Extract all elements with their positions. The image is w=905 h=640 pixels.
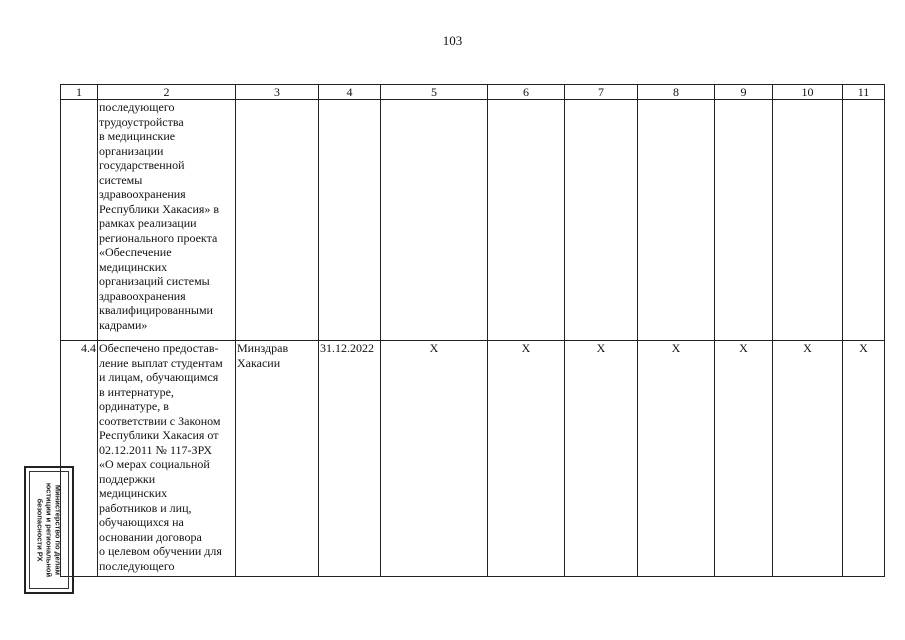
value-cell (843, 100, 885, 341)
plan-table (60, 84, 885, 577)
value-cell: X (381, 341, 488, 577)
table-row (61, 341, 885, 577)
executor-cell: Минздрав Хакасии (236, 341, 319, 577)
table-row (61, 100, 885, 341)
stamp-line: юстиции и региональной (44, 482, 54, 578)
value-cell (773, 100, 843, 341)
description-cell: последующего трудоустройства в медицинские организации государственной системы здравоохранения Республики Хакасия» в рамках реализации регионального проекта «Обеспечение медицинских организаций системы здравоохранения квалифицированными кадрами» (98, 100, 236, 341)
column-number-header: 3 (236, 85, 319, 100)
value-cell: X (488, 341, 565, 577)
column-number-header: 6 (488, 85, 565, 100)
value-cell: X (715, 341, 773, 577)
table-header-row (61, 85, 885, 100)
column-number-header: 8 (638, 85, 715, 100)
value-cell (488, 100, 565, 341)
value-cell (638, 100, 715, 341)
column-number-header: 4 (319, 85, 381, 100)
description-cell: Обеспечено предостав- ление выплат студентам и лицам, обучающимся в интернатуре, ординатуре, в соответствии с Законом Республики Хакасия от 02.12.2011 № 117-ЗРХ «О мерах социальной поддержки медицинских работников и лиц, обучающихся на основании договора о целевом обучении для последующего (98, 341, 236, 577)
stamp-text (36, 472, 63, 588)
executor-cell (236, 100, 319, 341)
value-cell: X (843, 341, 885, 577)
column-number-header: 5 (381, 85, 488, 100)
column-number-header: 1 (61, 85, 98, 100)
stamp-line: Министерство по делам (53, 484, 63, 576)
date-cell: 31.12.2022 (319, 341, 381, 577)
column-number-header: 7 (565, 85, 638, 100)
ministry-stamp (24, 466, 74, 594)
date-cell (319, 100, 381, 341)
column-number-header: 9 (715, 85, 773, 100)
column-number-header: 10 (773, 85, 843, 100)
value-cell: X (565, 341, 638, 577)
row-number-cell (61, 100, 98, 341)
row-number-cell: 4.4 (61, 341, 98, 577)
column-number-header: 2 (98, 85, 236, 100)
value-cell (715, 100, 773, 341)
value-cell: X (773, 341, 843, 577)
value-cell (565, 100, 638, 341)
value-cell (381, 100, 488, 341)
stamp-line: безопасности РХ (35, 498, 45, 562)
value-cell: X (638, 341, 715, 577)
column-number-header: 11 (843, 85, 885, 100)
page-number: 103 (442, 33, 463, 48)
